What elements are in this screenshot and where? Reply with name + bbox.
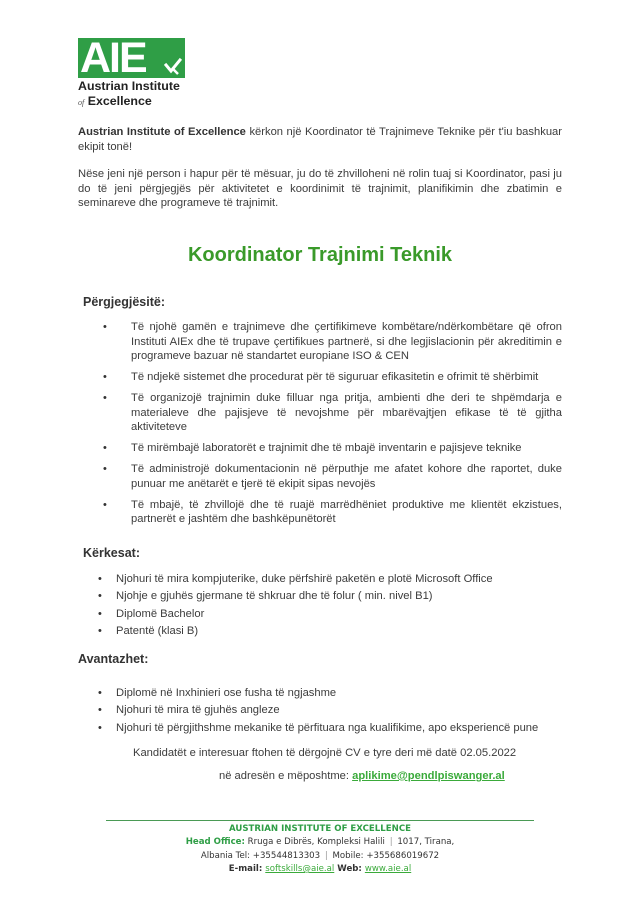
list-item: • Patentë (klasi B)	[98, 624, 568, 639]
address-tel: Albania Tel: +35544813303	[200, 850, 323, 861]
separator: |	[389, 837, 393, 848]
requirements-heading: Kërkesat:	[83, 546, 140, 560]
footer	[0, 823, 640, 876]
apply-instructions: Kandidatët e interesuar ftohen të dërgojnë CV e tyre deri më datë 02.05.2022	[133, 747, 517, 759]
logo-name-line2	[78, 94, 188, 110]
address-part1: Rruga e Dibrës, Kompleksi Halili	[244, 837, 388, 848]
intro-paragraph-1	[78, 125, 562, 154]
list-item: • Diplomë në Inxhinieri ose fusha të ngjashme	[98, 686, 568, 701]
logo-mark-text: AIE	[80, 34, 146, 82]
footer-org-name: AUSTRIAN INSTITUTE OF EXCELLENCE	[229, 824, 411, 834]
logo-name-line1: Austrian Institute	[78, 79, 180, 93]
list-item: • Të organizojë trajnimin duke filluar nga pritja, ambienti dhe deri te shpëmdarja e materialeve dhe pajisjeve të nevojshme për mbarëvajtjen efikase të të gjitha aktiviteteve	[103, 391, 562, 435]
footer-email-link[interactable]: softskills@aie.al	[265, 863, 335, 874]
footer-contact-line	[0, 863, 640, 876]
list-item: • Njohje e gjuhës gjermane të shkruar dhe të folur ( min. nivel B1)	[98, 589, 568, 604]
head-office-label: Head Office:	[185, 837, 245, 848]
list-item: • Diplomë Bachelor	[98, 607, 568, 622]
intro-text: kërkon një Koordinator të Trajnimeve Teknike për t'iu bashkuar ekipit tonë!	[78, 126, 562, 153]
org-name: Austrian Institute of Excellence	[78, 126, 246, 138]
web-label: Web:	[334, 863, 365, 874]
list-item: • Të mirëmbajë laboratorët e trajnimit dhe të mbajë inventarin e pajisjeve teknike	[103, 441, 562, 456]
address-part2: 1017, Tirana,	[394, 837, 455, 848]
responsibilities-heading: Përgjegjësitë:	[83, 295, 165, 309]
logo-excellence: Excellence	[87, 94, 152, 108]
requirements-list	[98, 572, 568, 638]
intro-paragraph-2: Nëse jeni një person i hapur për të mësuar, ju do të zhvilloheni në rolin tuaj si Koordinator, pasi ju do të jeni përgjegjës për aktivitetet e koordinimit të trajnimit, planifikimin dhe zbatimin e seminareve dhe programeve të trajnimit.	[78, 168, 562, 209]
advantages-list-container	[98, 686, 568, 738]
footer-phone-line	[0, 850, 640, 863]
list-item: • Të ndjekë sistemet dhe procedurat për të siguruar efikasitetin e ofrimit të shërbimit	[103, 370, 562, 385]
list-item: • Njohuri të mira të gjuhës angleze	[98, 703, 568, 718]
list-item: • Njohuri të përgjithshme mekanike të përfituara nga kualifikime, apo eksperiencë pune	[98, 721, 568, 736]
separator: |	[324, 850, 328, 861]
apply-address-prefix: në adresën e mëposhtme:	[219, 770, 353, 782]
aie-logo	[78, 34, 188, 110]
responsibilities-list	[103, 320, 562, 527]
apply-email-link[interactable]: aplikime@pendlpiswanger.al	[352, 770, 505, 782]
footer-web-link[interactable]: www.aie.al	[364, 863, 412, 874]
advantages-heading: Avantazhet:	[78, 652, 149, 666]
footer-address-line	[0, 836, 640, 849]
apply-address-line	[219, 770, 505, 782]
logo-of: of	[78, 98, 85, 107]
footer-divider	[106, 820, 534, 821]
requirements-list-container	[98, 572, 568, 641]
email-label: E-mail:	[228, 863, 266, 874]
responsibilities-list-container	[103, 320, 562, 533]
logo-mark	[78, 34, 185, 82]
pencil-check-icon	[164, 57, 182, 75]
job-title: Koordinator Trajnimi Teknik	[187, 244, 453, 266]
mobile: Mobile: +355686019672	[329, 850, 440, 861]
list-item: • Të mbajë, të zhvillojë dhe të ruajë marrëdhëniet produktive me klientët ekzistues, partnerët e jashtëm dhe bashkëpunëtorët	[103, 498, 562, 527]
list-item: • Të administrojë dokumentacionin në përputhje me afatet kohore dhe raportet, duke punuar me anëtarët e tjerë të ekipit sipas nevojës	[103, 462, 562, 491]
advantages-list	[98, 686, 568, 735]
list-item: • Njohuri të mira kompjuterike, duke përfshirë paketën e plotë Microsoft Office	[98, 572, 568, 587]
list-item: • Të njohë gamën e trajnimeve dhe çertifikimeve kombëtare/ndërkombëtare që ofron Instituti AIEx dhe të trupave çertifikues partnerë, si dhe legjislacionin për akreditimin e programeve bazuar në standartet europiane ISO & CEN	[103, 320, 562, 364]
